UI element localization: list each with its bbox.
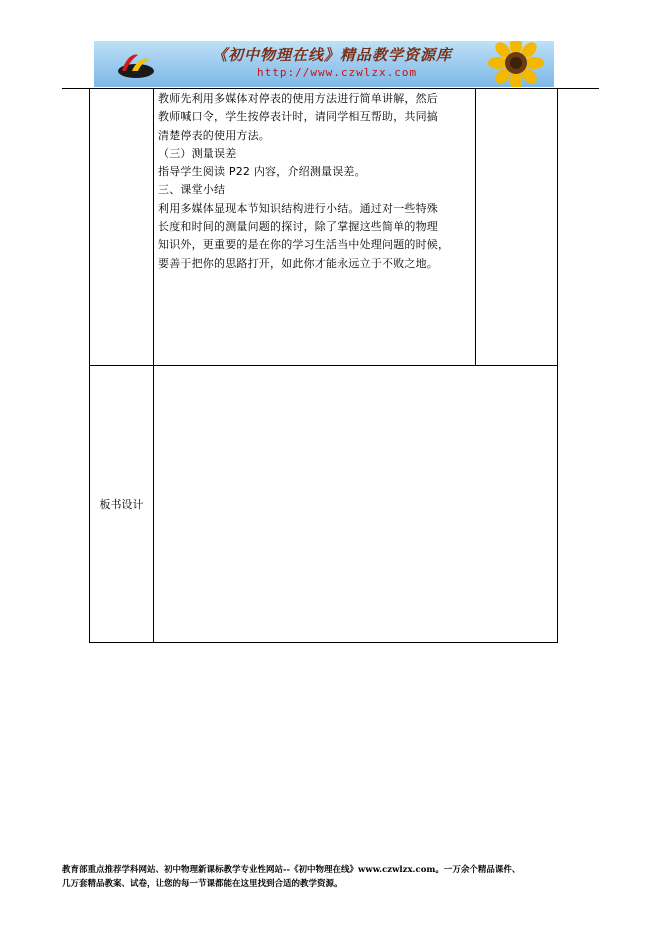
section-heading: 三、课堂小结 — [158, 183, 226, 197]
content-line: 要善于把你的思路打开，如此你才能永远立于不败之地。 — [158, 256, 438, 270]
board-design-label: 板书设计 — [99, 498, 144, 511]
page-footer — [62, 863, 622, 891]
sunflower-icon — [476, 41, 554, 87]
footer-line-2: 几万套精品教案、试卷，让您的每一节课都能在这里找到合适的教学资源。 — [62, 879, 343, 889]
banner-title: 《初中物理在线》精品教学资源库 — [212, 46, 453, 64]
header-banner — [94, 41, 554, 87]
content-line: 指导学生阅读 P22 内容，介绍测量误差。 — [158, 165, 366, 179]
content-line: 清楚停表的使用方法。 — [158, 128, 270, 142]
header-rule — [62, 88, 599, 89]
table-col-divider-2 — [475, 88, 476, 365]
site-logo-icon — [116, 49, 156, 81]
footer-line-1: 教育部重点推荐学科网站、初中物理新课标教学专业性网站--《初中物理在线》www.czwlzx.com。一万余个精品课件、 — [62, 865, 521, 875]
table-bottom-border — [89, 642, 558, 643]
teaching-process-content — [158, 90, 474, 273]
content-line: 教师喊口令，学生按停表计时，请同学相互帮助，共同搞 — [158, 110, 438, 124]
content-line: 知识外，更重要的是在你的学习生活当中处理问题的时候， — [158, 238, 450, 252]
table-row-divider — [89, 365, 558, 366]
content-line: 教师先利用多媒体对停表的使用方法进行简单讲解，然后 — [158, 92, 438, 105]
banner-url: http://www.czwlzx.com — [257, 66, 418, 79]
content-line: 利用多媒体显现本节知识结构进行小结。通过对一些特殊 — [158, 201, 438, 215]
section-heading: （三）测量误差 — [158, 146, 237, 160]
content-line: 长度和时间的测量问题的探讨，除了掌握这些简单的物理 — [158, 220, 438, 234]
